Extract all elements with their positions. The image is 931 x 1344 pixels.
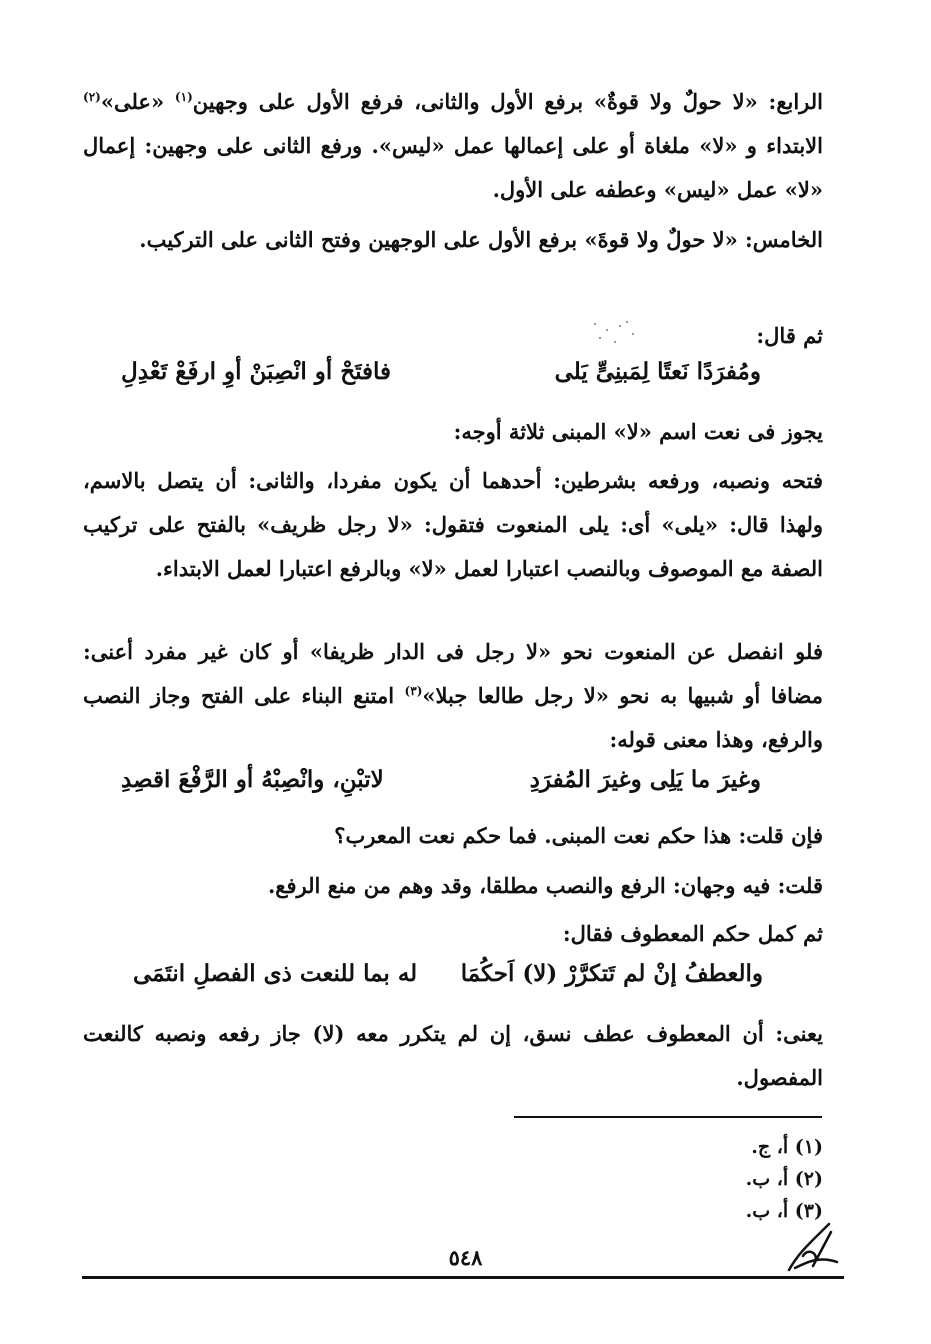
verse-2-first-hemistich: وغيرَ ما يَلِى وغيرَ المُفرَدِ [529, 766, 761, 793]
verse-1 [121, 358, 761, 385]
verse-2-second-hemistich: لاتبْنِ، وانْصِبْهُ أو الرَّفْعَ اقصِدِ [121, 766, 384, 793]
footnote-separator [514, 1116, 822, 1118]
footnote-ref-2: (٢) [83, 90, 101, 104]
paragraph-thumma-qala: ثم قال: [756, 323, 823, 348]
paragraph-qultu: قلت: فيه وجهان: الرفع والنصب مطلقا، وقد وهم من منع الرفع. [267, 873, 823, 898]
paragraph-fa-in-qulta: فإن قلت: هذا حكم نعت المبنى. فما حكم نعت المعرب؟ [334, 823, 823, 848]
verse-3-second-hemistich: له بما للنعت ذى الفصلِ انتَمَى [133, 960, 418, 987]
bottom-rule [82, 1276, 844, 1279]
page-number: ٥٤٨ [448, 1245, 483, 1270]
verse-2 [121, 766, 761, 793]
paragraph-fathuhu: فتحه ونصبه، ورفعه بشرطين: أحدهما أن يكون مفردا، والثانى: أن يتصل بالاسم، ولهذا قال: «يلى» أى: يلى المنعوت فتقول: «لا رجل ظريف» بالفتح على تركيب الصفة مع الموصوف وبالنصب اعتبارا لعمل «لا» وبالرفع اعتبارا لعمل الابتداء. [83, 468, 823, 581]
paragraph-kammala: ثم كمل حكم المعطوف فقال: [562, 921, 823, 946]
footnote-2: (٢) أ، ب. [745, 1168, 823, 1190]
footnote-ref-3: (٣) [404, 684, 423, 698]
footnote-1: (١) أ، ج. [751, 1136, 823, 1158]
footnote-3: (٣) أ، ب. [745, 1200, 823, 1222]
paragraph-rabi [83, 80, 823, 212]
paragraph-ya-ni: يعنى: أن المعطوف عطف نسق، إن لم يتكرر معه (لا) جاز رفعه ونصبه كالنعت المفصول. [83, 1021, 823, 1090]
paragraph-infasala [83, 630, 823, 762]
paragraph-rabi-text-2: «على» [100, 89, 165, 114]
paragraph-infasala-text: فلو انفصل عن المنعوت نحو «لا رجل فى الدار ظريفا» أو كان غير مفرد أعنى: مضافا أو شبيها به نحو «لا رجل طالعا جبلا» [83, 639, 823, 708]
paragraph-infasala-text-2: امتنع البناء على الفتح وجاز النصب والرفع، وهذا معنى قوله: [83, 683, 823, 752]
paragraph-khamis: الخامس: «لا حولٌ ولا قوةَ» برفع الأول على الوجهين وفتح الثانى على التركيب. [139, 227, 823, 252]
paragraph-na-t: يجوز فى نعت اسم «لا» المبنى ثلاثة أوجه: [453, 419, 823, 444]
handwritten-signature-mark [785, 1212, 843, 1274]
verse-1-second-hemistich: فافتَحْ أو انْصِبَنْ أوِ ارفَعْ تَعْدِلِ [121, 358, 392, 385]
verse-3-first-hemistich: والعطفُ إنْ لم تَتكرَّرْ (لا) اَحكُمَا [460, 960, 763, 987]
verse-1-first-hemistich: ومُفرَدًا نَعتًا لِمَبنِىٍّ يَلى [554, 358, 761, 385]
paragraph-rabi-text: الرابع: «لا حولٌ ولا قوةٌ» برفع الأول والثانى، فرفع الأول على وجهين [192, 89, 823, 114]
verse-3 [133, 960, 763, 987]
paragraph-rabi-text-3: الابتداء و «لا» ملغاة أو على إعمالها عمل «ليس». ورفع الثانى على وجهين: إعمال «لا» عمل «ليس» وعطفه على الأول. [83, 133, 823, 202]
footnote-ref-1: (١) [174, 90, 193, 104]
